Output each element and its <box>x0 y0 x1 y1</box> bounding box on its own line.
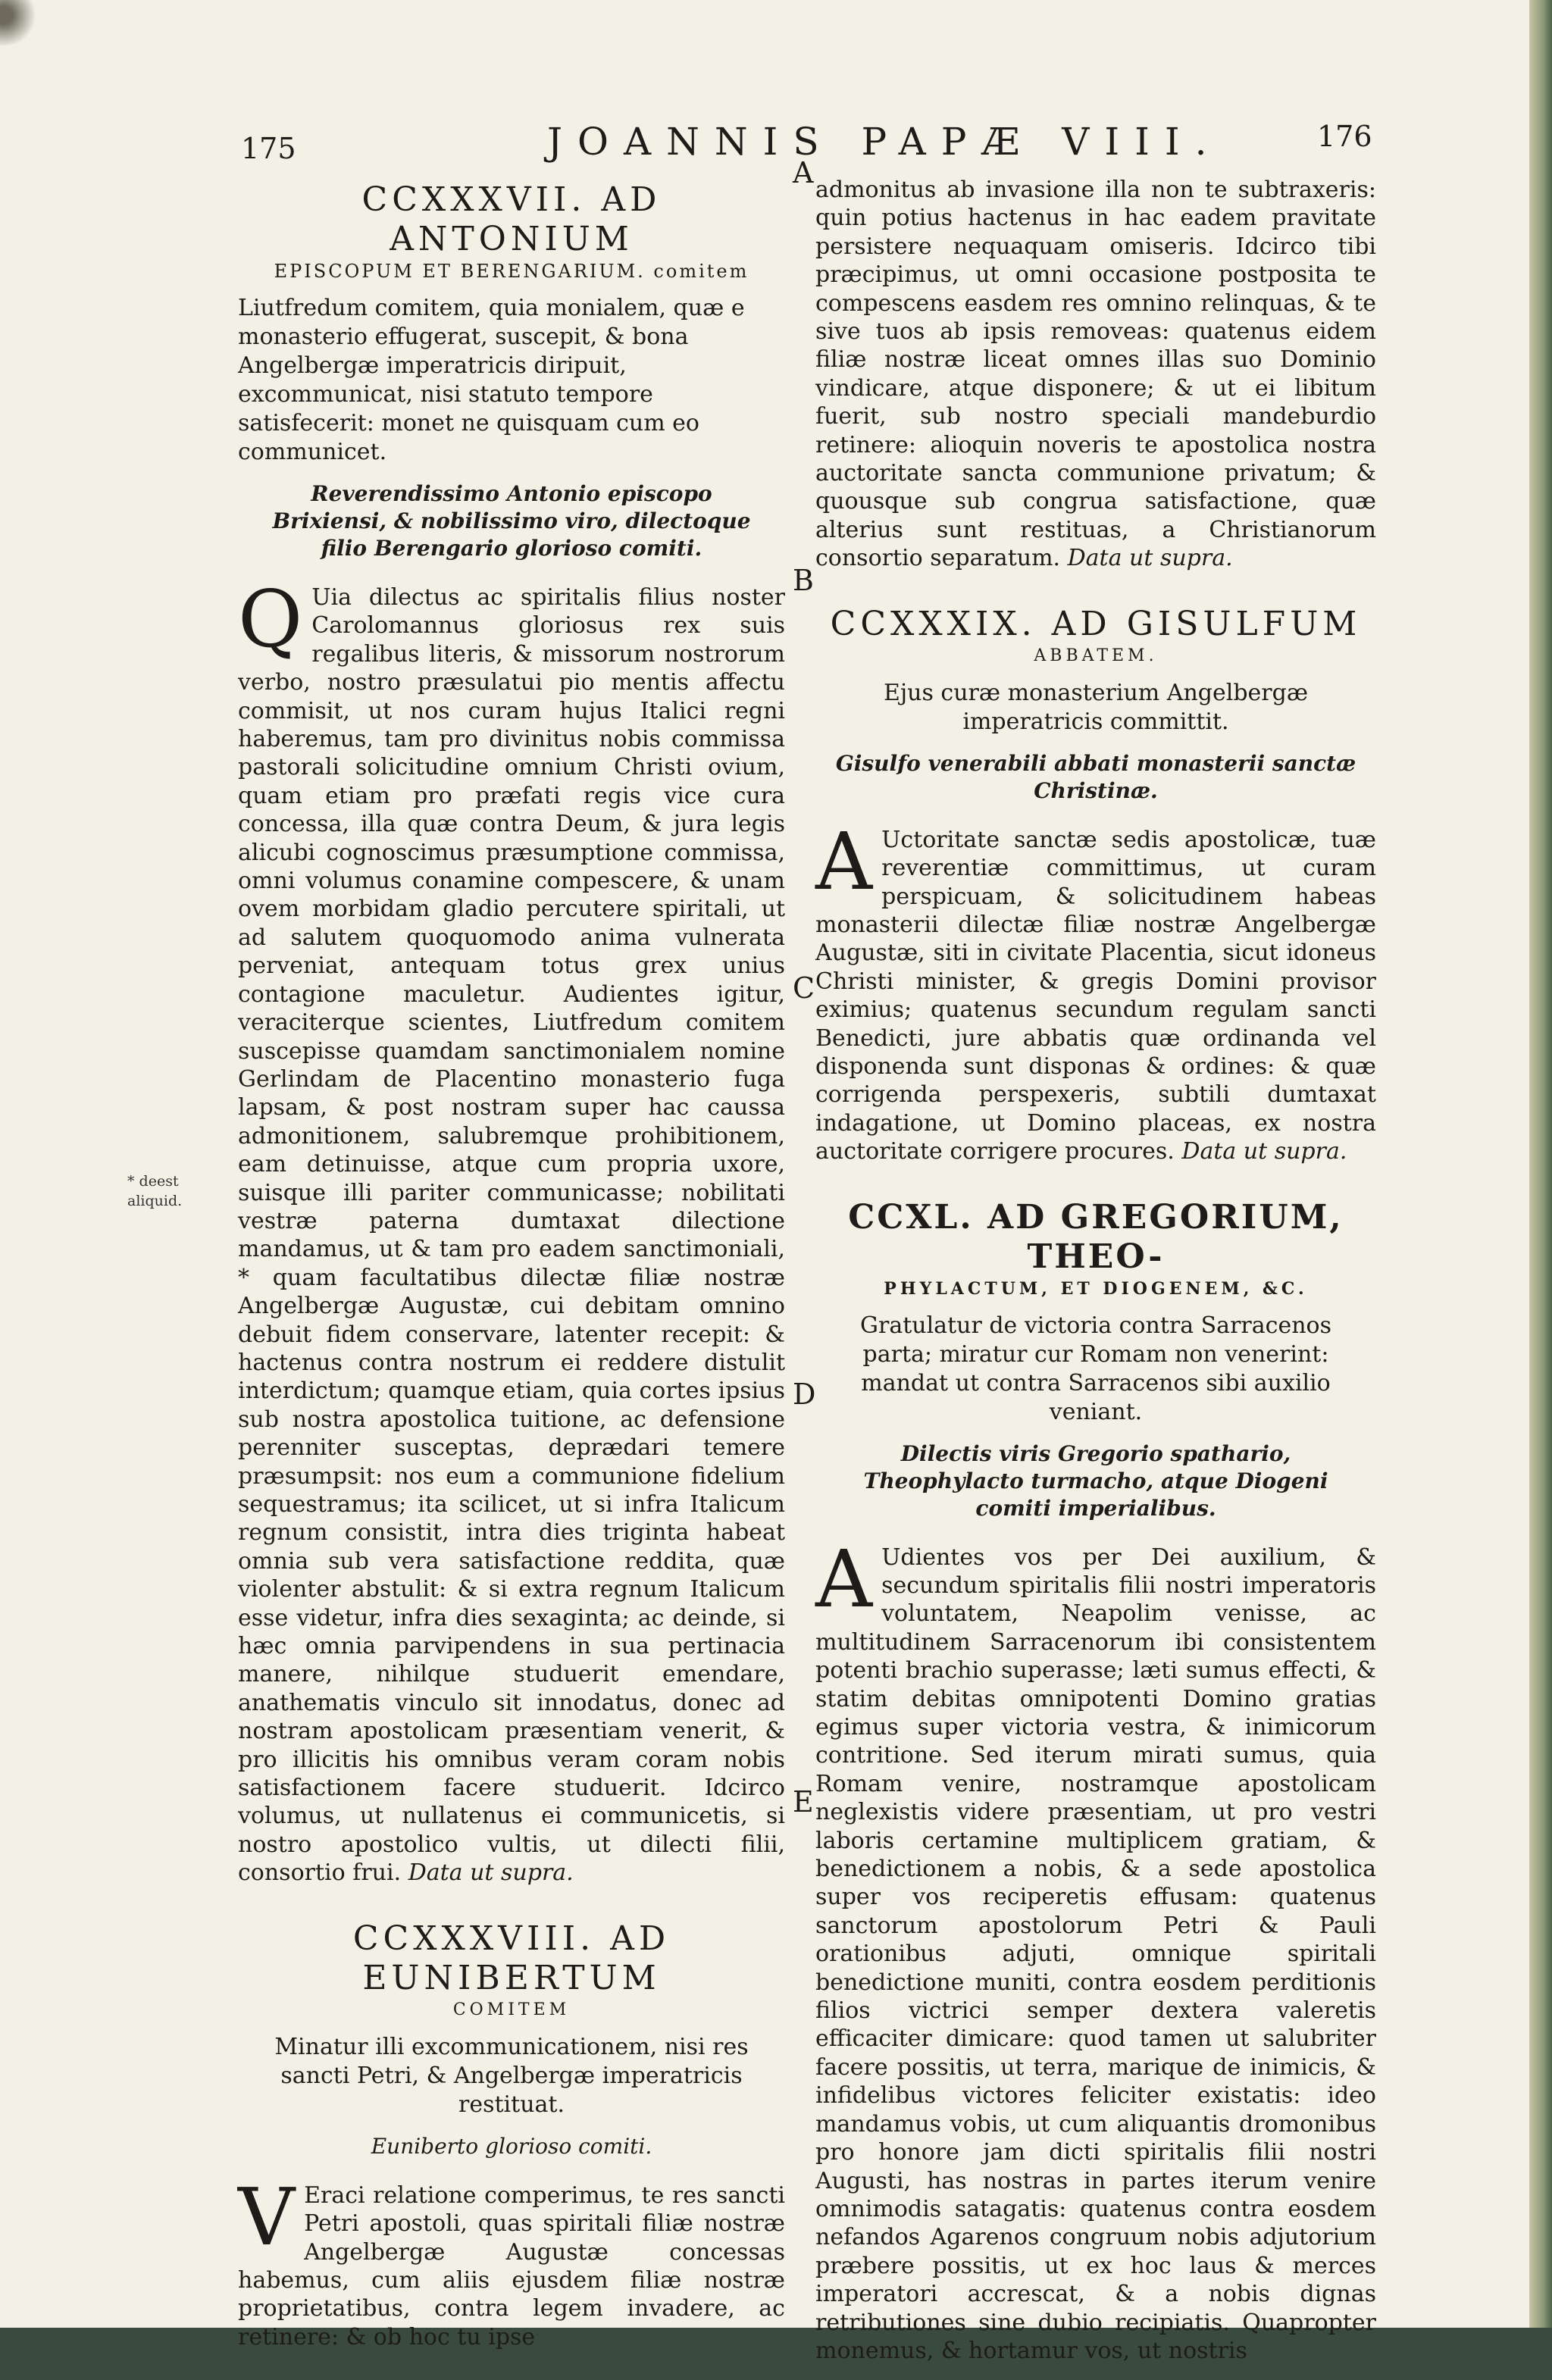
page-number-right: 176 <box>1317 120 1372 153</box>
letter-240-salutation: Dilectis viris Gregorio spathario, Theophylacto turmacho, atque Diogeni comiti imperialibus. <box>863 1440 1328 1521</box>
page-number-left: 175 <box>241 132 296 165</box>
letter-238-heading <box>238 1919 785 1998</box>
ink-blot <box>0 0 38 45</box>
letter-240-subtitle: PHYLACTUM, ET DIOGENEM, &C. <box>884 1278 1308 1299</box>
letter-238-summary: Minatur illi excommunicationem, nisi res sancti Petri, & Angelbergæ imperatricis restituat. <box>274 2033 749 2118</box>
margin-letter-e: E <box>793 1785 814 1819</box>
left-column <box>238 176 785 2366</box>
letter-240-summary: Gratulatur de victoria contra Sarracenos parta; miratur cur Romam non venerint: mandat ut contra Sarracenos sibi auxilio veniant. <box>860 1312 1331 1425</box>
letter-237-heading <box>238 180 785 259</box>
running-title: JOANNIS PAPÆ VIII. <box>547 120 1222 164</box>
dropcap: Q <box>238 573 303 665</box>
letter-239-heading <box>815 605 1376 644</box>
letter-238-continuation-text: admonitus ab invasione illa non te subtraxeris: quin potius hactenus in hac eadem pravitate persistere nequaquam omiseris. Idcirco tibi præcipimus, ut omni occasione postposita te compescens easdem res omnino relinquas, & te sive tuos ab ipsis removeas: quatenus eidem filiæ nostræ liceat omnes illas suo Dominio vindicare, atque disponere; & ut ei libitum fuerit, sub nostro speciali mandeburdio retinere: alioquin noveris te apostolica nostra auctoritate sancta communione privatum; & quousque sub congrua satisfactione, quæ alterius sunt restituas, a Christianorum consortio separatum. <box>815 177 1376 572</box>
margin-letter-b: B <box>793 564 814 597</box>
letter-238-number: CCXXXVIII. <box>352 1919 596 1958</box>
letter-239-subtitle: ABBATEM. <box>1034 646 1158 665</box>
letter-237-data: Data ut supra. <box>408 1859 574 1887</box>
letter-237-text: Uia dilectus ac spiritalis filius noster Carolomannus gloriosus rex suis regalibus literis, & missorum nostrorum verbo, nostro præsulatui pio mentis affectu commisit, ut nos curam hujus Italici regni haberemus, tam pro divinitus nobis commissa pastorali solicitudine omnium Christi ovium, quam etiam pro præfati regis vice cura concessa, illa quæ contra Deum, & jura legis alicubi cognoscimus præsumptione commissa, omni volumus conamine compescere, & unam ovem morbidam gladio percutere spiritali, ut ad salutem quoquomodo anima vulnerata perveniat, antequam totus grex unius contagione maculetur. Audientes igitur, veraciterque scientes, Liutfredum comitem suscepisse quamdam sanctimonialem nomine Gerlindam de Placentino monasterio fuga lapsam, & post nostram super hac caussa admonitionem, salubremque prohibitionem, eam detinuisse, atque cum propria uxore, suisque illi pariter communicasse; nobilitati vestræ paterna dumtaxat dilectione mandamus, ut & tam pro eadem sanctimoniali, * quam facultatibus dilectæ filiæ nostræ Angelbergæ Augustæ, cui debitam omnino debuit fidem conservare, latenter recepit: & hactenus contra nostrum ei reddere distulit interdictum; quamque etiam, quia cortes ipsius sub nostra apostolica tuitione, ac defensione perenniter susceptas, deprædari temere præsumpsit: nos eum a communione fidelium sequestramus; ita scilicet, ut si infra Italicum regnum consistit, intra dies triginta habeat omnia sub vera satisfactione reddita, quæ violenter abstulit: & si extra regnum Italicum esse videtur, infra dies sexaginta; ac deinde, si hæc omnia parvipendens in sua pertinacia manere, nihilque studuerit emendare, anathematis vinculo sit innodatus, donec ad nostram apostolicam præsentiam venerit, & pro illicitis his omnibus veram coram nobis satisfactionem facere studuerit. Idcirco volumus, ut nullatenus ei communicetis, si nostro apostolico vultis, ut dilecti filii, consortio frui. <box>238 584 785 1887</box>
letter-238-salutation: Euniberto glorioso comiti. <box>371 2133 652 2159</box>
letter-237-addressee: AD ANTONIUM <box>390 180 662 258</box>
letter-238-data: Data ut supra. <box>1067 545 1233 572</box>
letter-238-body <box>238 2170 785 2351</box>
letter-238-text: Eraci relatione comperimus, te res sancti Petri apostoli, quas spiritali filiæ nostræ Angelbergæ Augustæ concessas habemus, cum aliis ejusdem filiæ nostræ proprietatibus, contra legem invadere, ac retinere: & ob hoc tu ipse <box>238 2181 785 2350</box>
letter-238-subtitle: COMITEM <box>452 2000 571 2019</box>
page-edge <box>1529 0 1552 2328</box>
dropcap: A <box>815 815 873 908</box>
margin-letter-d: D <box>793 1378 816 1411</box>
letter-237-salutation: Reverendissimo Antonio episcopo Brixiensi, & nobilissimo viro, dilectoque filio Berengario glorioso comiti. <box>272 481 751 561</box>
letter-237-body <box>238 573 785 1887</box>
margin-letter-c: C <box>793 971 815 1005</box>
dropcap: A <box>815 1532 873 1625</box>
letter-240-addressee: AD GREGORIUM, THEO- <box>987 1197 1344 1276</box>
letter-239-body <box>815 815 1376 1166</box>
letter-240-number: CCXL. <box>848 1197 974 1237</box>
letter-239-data: Data ut supra. <box>1181 1138 1347 1165</box>
letter-239-summary: Ejus curæ monasterium Angelbergæ imperatricis committit. <box>883 679 1309 735</box>
margin-note: * deest aliquid. <box>127 1173 183 1209</box>
letter-239-salutation: Gisulfo venerabili abbati monasterii sanctæ Christinæ. <box>835 750 1356 803</box>
letter-239-number: CCXXXIX. <box>830 604 1037 643</box>
letter-240-text: Udientes vos per Dei auxilium, & secundum spiritalis filii nostri imperatoris voluntatem, Neapolim venisse, ac multitudinem Sarracenorum ibi consistentem potenti brachio superasse; læti sumus effecti, & statim debitas omnipotenti Domino gratias egimus super victoria vestra, & inimicorum contritione. Sed iterum mirati sumus, quia Romam venire, nostramque apostolicam neglexistis videre præsentiam, ut pro vestri laboris certamine multiplicem gratiam, & benedictionem a nobis, & a sede apostolica super vos reciperetis effusam: quatenus sanctorum apostolorum Petri & Pauli orationibus adjuti, omnique spiritali benedictione muniti, contra eosdem perditionis filios victrici semper dextera valeretis efficaciter dimicare: quod tamen ut salubriter facere possitis, ut terra, marique de inimicis, & infidelibus victores feliciter existatis: ideo mandamus vobis, ut cum aliquantis dromonibus pro honore jam dicti spiritalis filii nostri Augusti, has nostras in partes iterum venire omnimodis satagatis: quatenus contra eosdem nefandos Agarenos congruum nobis adjutorium præbere possitis, ut ex hoc laus & merces imperatori accrescat, & a nobis dignas retributiones sine dubio recipiatis. Quapropter monemus, & hortamur vos, ut nostris <box>815 1543 1376 2364</box>
running-head <box>0 114 1552 167</box>
right-column <box>815 176 1376 2380</box>
letter-238-continuation <box>815 176 1376 573</box>
letter-239-addressee: AD GISULFUM <box>1051 604 1362 643</box>
letter-237-number: CCXXXVII. <box>361 180 587 219</box>
margin-letter-a: A <box>793 156 814 189</box>
letter-240-body <box>815 1532 1376 2366</box>
letter-237-summary: Liutfredum comitem, quia monialem, quæ e monasterio effugerat, suscepit, & bona Angelbergæ imperatricis diripuit, excommunicat, nisi statuto tempore satisfecerit: monet ne quisquam cum eo communicet. <box>238 295 745 465</box>
letter-237-subtitle: EPISCOPUM ET BERENGARIUM. comitem <box>274 261 749 282</box>
letter-240-heading <box>815 1198 1376 1277</box>
letter-239-text: Uctoritate sanctæ sedis apostolicæ, tuæ reverentiæ committimus, ut curam perspicuam, & solicitudinem habeas monasterii dilectæ filiæ nostræ Angelbergæ Augustæ, siti in civitate Placentia, sicut idoneus Christi minister, & gregis Domini provisor eximius; quatenus secundum regulam sancti Benedicti, jure abbatis quæ ordinanda vel disponenda sunt disponas & ordines: & quæ corrigenda perspexeris, subtili dumtaxat indagatione, ut Domino placeas, ex nostra auctoritate corrigere procures. <box>815 826 1376 1165</box>
letter-238-addressee: AD EUNIBERTUM <box>362 1919 671 1997</box>
dropcap: V <box>238 2170 296 2263</box>
